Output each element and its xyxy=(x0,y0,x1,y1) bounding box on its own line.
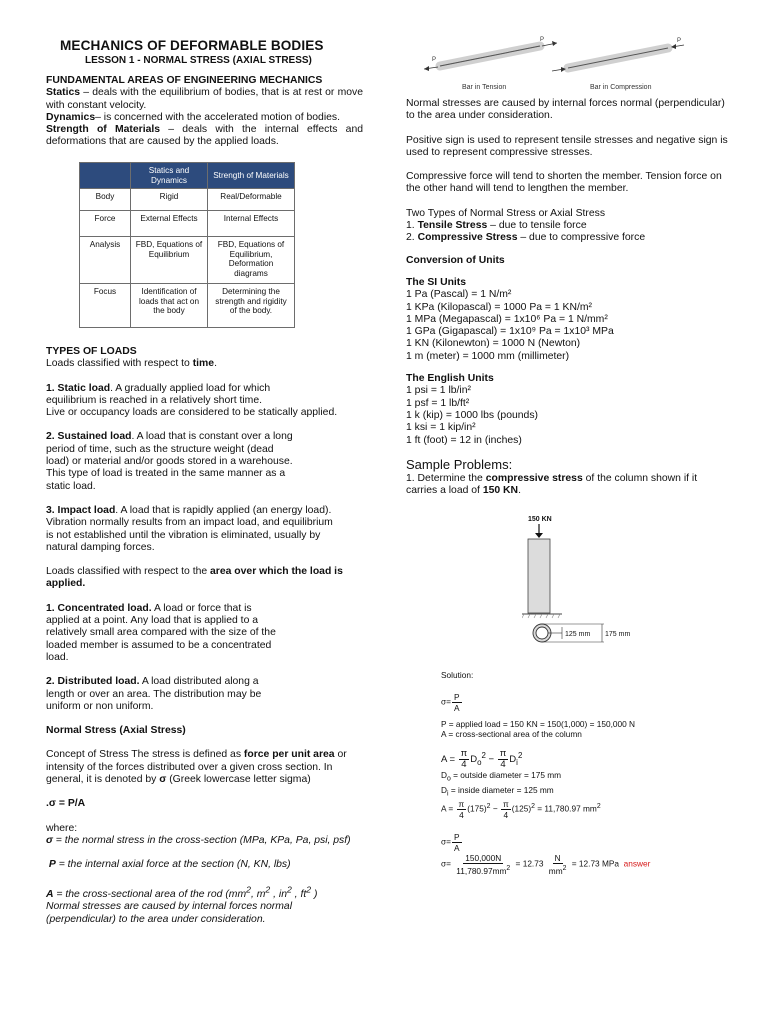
sigma-eq: σ= xyxy=(441,837,451,847)
si-unit-item: 1 Pa (Pascal) = 1 N/m² xyxy=(406,289,512,301)
stress-concept-bold: force per unit area xyxy=(243,749,335,761)
lesson-subtitle: LESSON 1 - NORMAL STRESS (AXIAL STRESS) xyxy=(85,55,312,66)
a-definition: = the cross-sectional area of the rod (mm xyxy=(53,888,247,900)
english-unit-item: 1 ksi = 1 kip/in² xyxy=(406,422,476,434)
tension-label: Bar in Tension xyxy=(462,84,507,91)
compressive-term: Compressive Stress xyxy=(417,232,518,244)
area-num-1: (175) xyxy=(467,804,487,814)
fraction-den: mm xyxy=(548,866,563,877)
superscript: 2 xyxy=(286,884,292,895)
sustained-load-term: 2. Sustained load xyxy=(46,431,132,443)
concentrated-load-term: 1. Concentrated load. xyxy=(46,602,152,614)
table-row xyxy=(80,284,295,328)
where-label: where: xyxy=(46,822,78,834)
table-header-row xyxy=(80,163,295,189)
p-symbol: P xyxy=(48,859,56,871)
tensile-text: – due to tensile force xyxy=(487,220,587,232)
tension-bar-figure xyxy=(424,41,557,71)
table-cell: Force xyxy=(80,211,131,237)
fraction-num: π xyxy=(460,748,468,759)
solution-block xyxy=(441,670,741,876)
problem-text-mid: of the column shown if it carries a load of xyxy=(406,472,698,497)
column-figure xyxy=(522,514,652,654)
superscript: 2 xyxy=(517,750,523,760)
si-unit-item: 1 KPa (Kilopascal) = 1000 Pa = 1 KN/m² xyxy=(406,301,592,313)
ground-hatch xyxy=(522,614,560,618)
sigma-formula xyxy=(441,692,741,713)
si-unit-item: 1 GPa (Gigapascal) = 1x10⁹ Pa = 1x10³ MPa xyxy=(406,326,614,338)
a-symbol: A xyxy=(46,888,54,900)
sigma-mid: = 12.73 xyxy=(513,858,544,869)
fraction-den: 4 xyxy=(503,810,509,821)
superscript: 2 xyxy=(265,884,271,895)
dynamics-term: Dynamics xyxy=(46,111,96,123)
tension-p-left: P xyxy=(432,57,437,63)
sigma-definition: = the normal stress in the cross-section (MPa, KPa, Pa, psi, psf) xyxy=(52,834,351,846)
p-definition: = the internal axial force at the section (N, KN, lbs) xyxy=(55,859,291,871)
superscript: 2 xyxy=(481,750,486,760)
do-term: D xyxy=(470,754,478,766)
a-definition-in: , in xyxy=(270,888,287,900)
table-header-cell: Strength of Materials xyxy=(208,163,295,189)
dynamics-text: – is concerned with the accelerated motion of bodies. xyxy=(95,111,340,123)
table-cell: Rigid xyxy=(131,189,208,211)
table-row xyxy=(80,189,295,211)
area-num-prefix: A = xyxy=(441,804,454,814)
superscript: 2 xyxy=(531,803,535,811)
superscript: 2 xyxy=(562,865,567,873)
sigma-numeric xyxy=(441,853,741,876)
tensile-term: Tensile Stress xyxy=(417,220,488,232)
english-unit-item: 1 k (kip) = 1000 lbs (pounds) xyxy=(406,409,538,421)
compression-bar-figure xyxy=(552,44,684,72)
column-body xyxy=(528,539,550,613)
minus-sign: − xyxy=(488,754,495,766)
minus-sign: − xyxy=(492,804,498,814)
inner-dimension: 125 mm xyxy=(565,631,591,638)
static-load-term: 1. Static load xyxy=(46,382,111,394)
column-load-label: 150 KN xyxy=(528,516,552,523)
outside-diameter-line: = outside diameter = 175 mm xyxy=(450,770,562,780)
fraction-num: π xyxy=(458,799,465,810)
distributed-load-text: A load distributed along a length or over an area. The distribution may be uniform or non uniform. xyxy=(46,676,262,712)
stress-concept: Concept of Stress The stress is defined as xyxy=(46,749,244,761)
area-num-2: (125) xyxy=(511,804,532,814)
area-result: = 11,780.97 mm xyxy=(534,804,597,814)
di-symbol: D xyxy=(441,784,447,795)
fraction-num: π xyxy=(499,748,507,759)
fraction-den: 4 xyxy=(461,759,467,770)
right-para-1: Normal stresses are caused by internal forces normal (perpendicular) to the area under consideration. xyxy=(406,98,725,122)
problem-end: . xyxy=(518,485,521,497)
stress-concept-tail: (Greek lowercase letter sigma) xyxy=(166,774,311,786)
sigma-eq: σ= xyxy=(441,696,451,707)
tension-p-right: P xyxy=(540,37,545,43)
impact-load-text: . A load that is rapidly applied (an energy load). Vibration normally results from an impact load, and equilibrium is not established until the vibration is eliminated, usually by natural damping forces. xyxy=(46,504,333,553)
concentrated-load-text: A load or force that is applied at a point. Any load that is applied to a relatively small area compared with the size of the loaded member is assumed to be a concentrated load. xyxy=(46,602,276,663)
si-heading: The SI Units xyxy=(406,276,467,288)
answer-label: answer xyxy=(623,858,651,869)
area-intro: Loads classified with respect to the xyxy=(46,566,211,578)
loads-intro-end: . xyxy=(214,358,217,370)
area-numeric xyxy=(441,799,741,820)
english-unit-item: 1 psf = 1 lb/ft² xyxy=(406,397,470,409)
page-title: MECHANICS OF DEFORMABLE BODIES xyxy=(60,38,324,53)
table-header-cell xyxy=(80,163,131,189)
inside-diameter-line: = inside diameter = 125 mm xyxy=(448,784,554,795)
sigma-symbol: σ xyxy=(46,834,53,846)
inner-circle xyxy=(536,627,548,639)
types-of-loads-section xyxy=(46,346,351,926)
si-unit-item: 1 KN (Kilonewton) = 1000 N (Newton) xyxy=(406,338,581,350)
a-definition-ft: , ft xyxy=(291,888,307,900)
do-symbol: D xyxy=(441,770,447,780)
superscript: 2 xyxy=(596,803,601,811)
mechanics-areas-table xyxy=(79,162,295,328)
loads-intro: Loads classified with respect to xyxy=(46,358,193,370)
fraction-num: P xyxy=(453,832,460,843)
right-para-2: Positive sign is used to represent tensile stresses and negative sign is used to represent compressive stresses. xyxy=(406,134,728,158)
problem-text: 1. Determine the xyxy=(406,472,486,484)
fraction-num: P xyxy=(453,692,460,702)
applied-load-line: P = applied load = 150 KN = 150(1,000) = 150,000 N xyxy=(441,719,636,729)
table-cell: Analysis xyxy=(80,237,131,284)
si-unit-item: 1 MPa (Megapascal) = 1x10⁶ Pa = 1 N/mm² xyxy=(406,313,608,325)
subscript: i xyxy=(516,757,518,767)
normal-stress-heading: Normal Stress (Axial Stress) xyxy=(46,725,186,737)
table-cell: Body xyxy=(80,189,131,211)
impact-load-term: 3. Impact load xyxy=(46,504,116,516)
si-unit-item: 1 m (meter) = 1000 mm (millimeter) xyxy=(406,350,570,362)
sigma-result: = 12.73 MPa xyxy=(569,858,620,869)
english-heading: The English Units xyxy=(406,373,494,385)
english-unit-item: 1 ft (foot) = 12 in (inches) xyxy=(406,434,522,446)
table-cell: FBD, Equations of Equilibrium xyxy=(131,237,208,284)
subscript: i xyxy=(447,790,449,798)
loads-intro-bold: time xyxy=(192,358,215,370)
solution-label: Solution: xyxy=(441,670,474,680)
bar-figures xyxy=(422,36,692,92)
distributed-load-term: 2. Distributed load. xyxy=(46,676,140,688)
sigma-symbol: σ xyxy=(159,774,167,786)
table-cell: Internal Effects xyxy=(208,211,295,237)
conversion-heading: Conversion of Units xyxy=(406,254,505,266)
list-number: 2. xyxy=(406,232,418,244)
subscript: o xyxy=(477,757,482,767)
area-eq-prefix: A = xyxy=(441,754,455,766)
static-load-text-2: Live or occupancy loads are considered to be statically applied. xyxy=(46,407,338,419)
sigma-eq: σ= xyxy=(441,858,451,869)
fraction-den: A xyxy=(453,843,460,854)
compressive-text: – due to compressive force xyxy=(517,232,646,244)
subscript: o xyxy=(447,775,451,783)
superscript: 2 xyxy=(246,884,251,895)
di-term: D xyxy=(509,754,517,766)
table-row xyxy=(80,237,295,284)
table-cell: External Effects xyxy=(131,211,208,237)
area-intro-bold: area over which the load is applied. xyxy=(46,566,343,590)
fraction-den: 11,780.97mm xyxy=(456,866,507,877)
problem-load: 150 KN xyxy=(482,485,519,497)
a-definition-end: ) xyxy=(311,888,318,900)
fraction-num: N xyxy=(554,853,561,864)
sustained-load-text: . A load that is constant over a long period of time, such as the structure weight (dead load) or material and/or goods stored in a warehouse. This type of load is treated in the same manner as a static load. xyxy=(46,431,293,492)
fraction-den: 4 xyxy=(500,759,506,770)
loads-heading: TYPES OF LOADS xyxy=(46,346,137,357)
table-cell: Real/Deformable xyxy=(208,189,295,211)
sample-problems-heading: Sample Problems: xyxy=(406,456,513,472)
right-para-3: Compressive force will tend to shorten the member. Tension force on the other hand will tend to lengthen the member. xyxy=(406,171,722,195)
superscript: 2 xyxy=(506,865,511,873)
table-cell: FBD, Equations of Equilibrium, Deformation diagrams xyxy=(208,237,295,284)
table-cell: Focus xyxy=(80,284,131,328)
area-formula xyxy=(441,749,741,770)
superscript: 2 xyxy=(306,884,312,895)
stress-formula: .σ = P/A xyxy=(46,798,86,810)
fraction-den: A xyxy=(453,703,460,713)
list-number: 1. xyxy=(406,220,418,232)
fraction-den: 4 xyxy=(459,810,464,821)
outer-dimension: 175 mm xyxy=(605,631,631,638)
strength-text: – deals with the internal effects and deformations that are caused by the applied loads. xyxy=(46,124,363,148)
compression-p-right: P xyxy=(677,38,682,44)
statics-text: – deals with the equilibrium of bodies, that is at rest or move with constant velocity. xyxy=(46,87,363,111)
table-header-cell: Statics and Dynamics xyxy=(131,163,208,189)
fundamentals-section xyxy=(46,75,363,149)
a-definition-units: , m xyxy=(250,888,266,900)
fraction-num: π xyxy=(502,799,509,810)
table-row xyxy=(80,211,295,237)
problem-bold: compressive stress xyxy=(485,472,583,484)
right-column-text xyxy=(406,98,728,497)
static-load-text: . A gradually applied load for which equilibrium is reached in a relatively short time. xyxy=(46,382,271,406)
compression-label: Bar in Compression xyxy=(590,84,652,91)
load-arrowhead-icon xyxy=(535,533,543,538)
fundamentals-heading: FUNDAMENTAL AREAS OF ENGINEERING MECHANICS xyxy=(46,75,323,86)
superscript: 2 xyxy=(486,803,491,811)
two-types-heading: Two Types of Normal Stress or Axial Stress xyxy=(406,207,606,219)
statics-term: Statics xyxy=(46,87,81,99)
fraction-num: 150,000N xyxy=(465,853,502,864)
strength-term: Strength of Materials xyxy=(46,124,161,136)
area-line: A = cross-sectional area of the column xyxy=(441,729,582,739)
sigma-formula-2 xyxy=(441,832,741,853)
english-unit-item: 1 psi = 1 lb/in² xyxy=(406,385,471,397)
table-cell: Determining the strength and rigidity of the body. xyxy=(208,284,295,328)
stress-concept-cont: or intensity of the forces distributed over a given cross section. In general, it is denoted by xyxy=(46,749,347,786)
table-cell: Identification of loads that act on the body xyxy=(131,284,208,328)
a-definition-2: Normal stresses are caused by internal forces normal (perpendicular) to the area under consideration. xyxy=(46,901,293,925)
